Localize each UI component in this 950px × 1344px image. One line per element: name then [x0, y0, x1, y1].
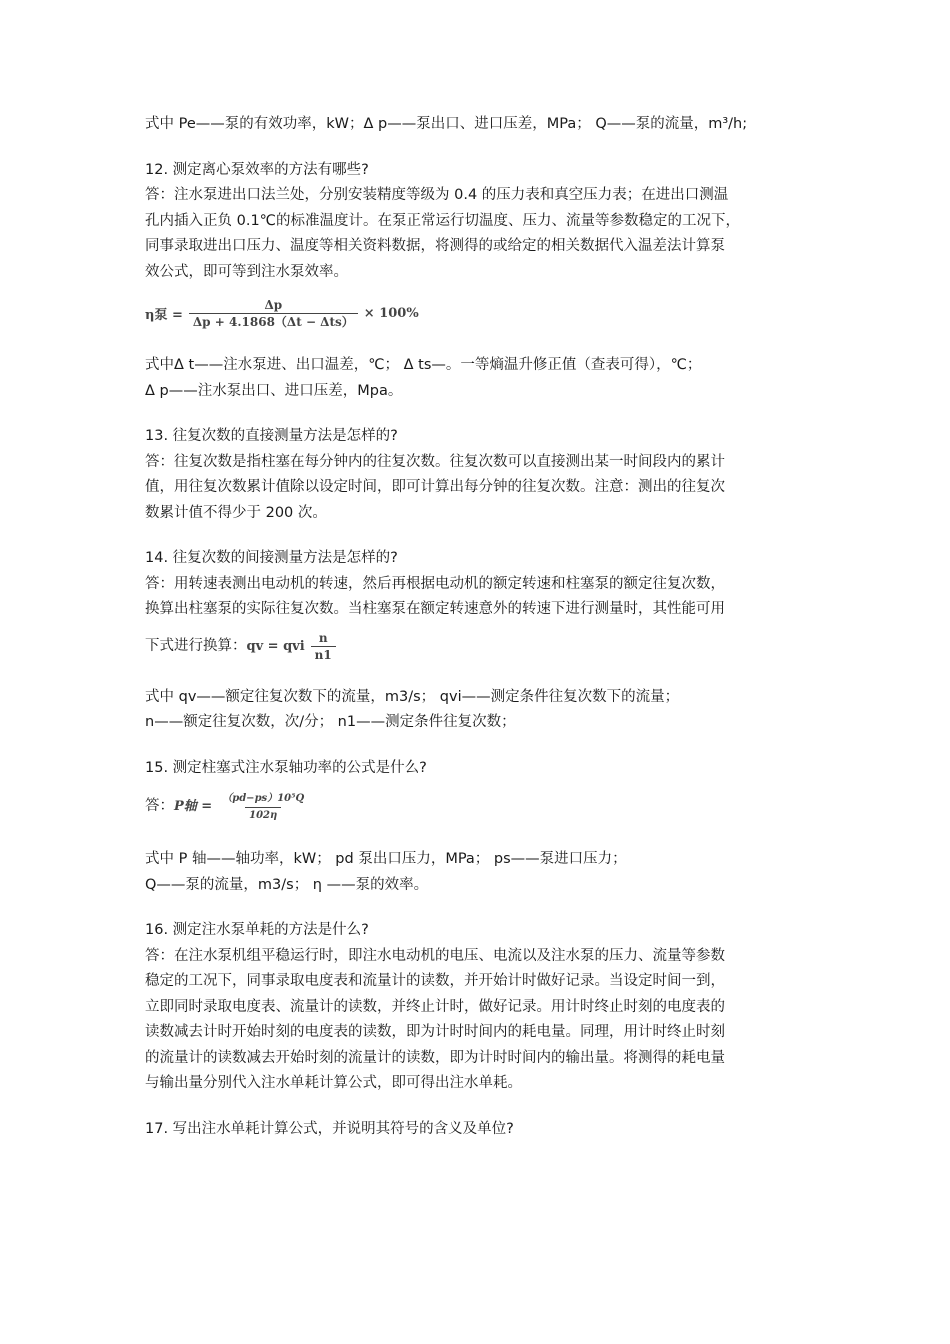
- answer-line: 立即同时录取电度表、流量计的读数，并终止计时，做好记录。用计时终止时刻的电度表的: [145, 998, 725, 1015]
- answer-line: 的流量计的读数减去开始时刻的流量计的读数，即为计时时间内的输出量。将测得的耗电量: [145, 1049, 725, 1066]
- document-page: [145, 112, 810, 1142]
- answer-line: 值，用往复次数累计值除以设定时间，即可计算出每分钟的往复次数。注意：测出的往复次: [145, 479, 725, 495]
- formula-numerator: n: [318, 631, 328, 645]
- formula-numerator: （pd−ps）10⁵Q: [222, 792, 305, 804]
- text-line: 式中 Pe——泵的有效功率，kW；Δ p——泵出口、进口压差，MPa； Q——泵的流量，m³/h;: [145, 116, 748, 132]
- question-16: 16. 测定注水泵单耗的方法是什么?: [145, 922, 369, 938]
- formula-denominator: 102η: [245, 807, 281, 823]
- explanation-line: 式中Δ t——注水泵进、出口温差，℃； Δ ts—。一等熵温升修正值（查表可得），℃；: [145, 357, 702, 373]
- answer-line-with-formula: [145, 623, 810, 671]
- answer-line: 稳定的工况下，同事录取电度表和流量计的读数，并开始计时做好记录。当设定时间一到，: [145, 973, 725, 989]
- answer-text: 下式进行换算：: [145, 637, 247, 654]
- formula-denominator: n1: [311, 646, 336, 662]
- formula-fraction: [218, 792, 308, 823]
- formula-denominator: Δp + 4.1868（Δt − Δts）: [189, 313, 358, 329]
- answer-line: 同事录取进出口压力、温度等相关资料数据，将测得的或给定的相关数据代入温差法计算泵: [145, 238, 725, 254]
- question-13: 13. 往复次数的直接测量方法是怎样的?: [145, 428, 398, 444]
- answer-prefix: 答：: [145, 798, 174, 815]
- formula-lhs: η泵 =: [145, 307, 183, 323]
- answer-line-with-formula: [145, 781, 810, 833]
- shaft-power-formula: [174, 792, 314, 823]
- formula-fraction: [189, 298, 358, 329]
- answer-line: 数累计值不得少于 200 次。: [145, 504, 327, 521]
- question-15: 15. 测定柱塞式注水泵轴功率的公式是什么?: [145, 759, 427, 776]
- answer-line: 答：注水泵进出口法兰处，分别安装精度等级为 0.4 的压力表和真空压力表；在进出口测温: [145, 187, 729, 203]
- answer-line: 换算出柱塞泵的实际往复次数。当柱塞泵在额定转速意外的转速下进行测量时，其性能可用: [145, 601, 725, 617]
- answer-line: 读数减去计时开始时刻的电度表的读数，即为计时时间内的耗电量。同理，用计时终止时刻: [145, 1024, 725, 1040]
- explanation-line: 式中 qv——额定往复次数下的流量，m3/s； qvi——测定条件往复次数下的流量；: [145, 688, 680, 705]
- formula-lhs: qv = qvi: [246, 638, 305, 654]
- formula-fraction: [311, 631, 336, 662]
- pump-efficiency-formula: [145, 287, 810, 339]
- question-14: 14. 往复次数的间接测量方法是怎样的?: [145, 550, 398, 566]
- formula-lhs: P轴 =: [174, 799, 213, 815]
- question-17: 17. 写出注水单耗计算公式，并说明其符号的含义及单位?: [145, 1120, 514, 1137]
- answer-line: 效公式，即可等到注水泵效率。: [145, 263, 348, 280]
- answer-line: 与输出量分别代入注水单耗计算公式，即可得出注水单耗。: [145, 1075, 522, 1091]
- answer-line: 答：往复次数是指柱塞在每分钟内的往复次数。往复次数可以直接测出某一时间段内的累计: [145, 453, 725, 470]
- answer-line: 答：用转速表测出电动机的转速，然后再根据电动机的额定转速和柱塞泵的额定往复次数，: [145, 575, 725, 592]
- explanation-line: 式中 P 轴——轴功率，kW； pd 泵出口压力，MPa； ps——泵进口压力；: [145, 851, 627, 867]
- flow-conversion-formula: [247, 631, 342, 662]
- explanation-line: Δ p——注水泵出口、进口压差，Mpa。: [145, 382, 403, 399]
- answer-line: 答：在注水泵机组平稳运行时，即注水电动机的电压、电流以及注水泵的压力、流量等参数: [145, 947, 725, 964]
- question-12: 12. 测定离心泵效率的方法有哪些?: [145, 161, 369, 178]
- formula-numerator: Δp: [264, 297, 283, 312]
- answer-line: 孔内插入正负 0.1℃的标准温度计。在泵正常运行切温度、压力、流量等参数稳定的工况下，: [145, 212, 740, 229]
- explanation-line: Q——泵的流量，m3/s； η ——泵的效率。: [145, 876, 429, 893]
- formula-tail: × 100%: [363, 305, 419, 321]
- explanation-line: n——额定往复次数，次/分； n1——测定条件往复次数；: [145, 714, 516, 730]
